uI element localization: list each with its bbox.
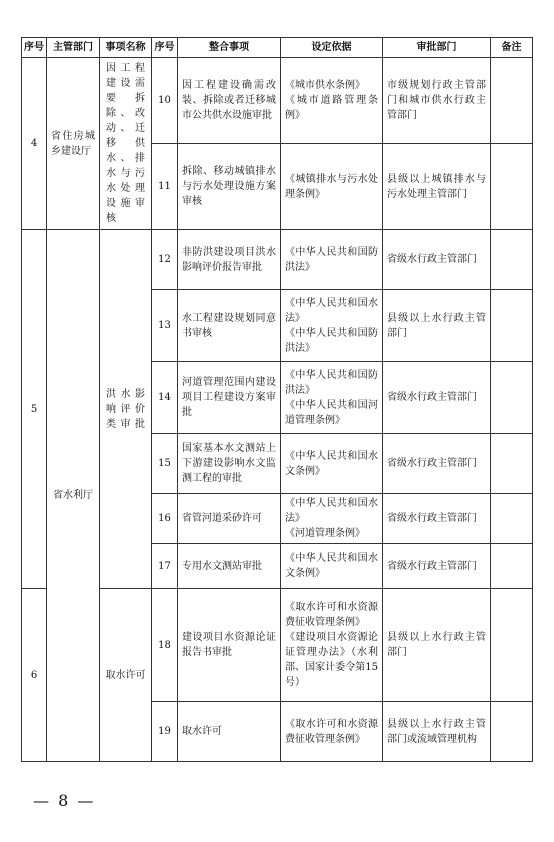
legal-basis	[281, 230, 383, 290]
matter-name: 洪水影响评价类审批	[100, 230, 152, 589]
legal-basis	[281, 290, 383, 362]
integrated-item: 国家基本水文测站上下游建设影响水文监测工程的审批	[178, 434, 281, 494]
approval-authority: 省级水行政主管部门	[383, 544, 491, 589]
remarks-cell	[491, 544, 533, 589]
basis-line: 《城市道路管理条例》	[285, 95, 378, 121]
remarks-cell	[491, 494, 533, 544]
row-number: 16	[152, 494, 178, 544]
row-number: 17	[152, 544, 178, 589]
basis-line: 《中华人民共和国河道管理条例》	[285, 399, 378, 426]
basis-line: 《中华人民共和国防洪法》	[285, 246, 378, 273]
row-number: 13	[152, 290, 178, 362]
row-number: 12	[152, 230, 178, 290]
basis-line: 《城镇排水与污水处理条例》	[285, 173, 378, 200]
approval-authority: 县级以上水行政主管部门或流域管理机构	[383, 702, 491, 762]
matter-name: 取水许可	[100, 589, 152, 762]
remarks-cell	[491, 362, 533, 434]
header-row	[22, 38, 533, 58]
page-number: — 8 —	[33, 791, 96, 810]
approval-authority: 省级水行政主管部门	[383, 230, 491, 290]
header-cell: 审批部门	[383, 38, 491, 58]
legal-basis	[281, 58, 383, 144]
integrated-item: 拆除、移动城镇排水与污水处理设施方案审核	[178, 144, 281, 230]
group-number: 5	[22, 230, 47, 589]
integrated-item: 专用水文测站审批	[178, 544, 281, 589]
header-cell: 序号	[152, 38, 178, 58]
basis-line: 《河道管理条例》	[285, 528, 365, 539]
table-row	[22, 58, 533, 144]
legal-basis	[281, 589, 383, 702]
legal-basis	[281, 702, 383, 762]
remarks-cell	[491, 230, 533, 290]
approval-authority: 县级以上水行政主管部门	[383, 290, 491, 362]
group-number: 6	[22, 589, 47, 762]
row-number: 19	[152, 702, 178, 762]
remarks-cell	[491, 589, 533, 702]
approval-table	[21, 37, 533, 762]
basis-line: 《建设项目水资源论证管理办法》（水利部、国家计委令第15号）	[285, 632, 378, 688]
row-number: 10	[152, 58, 178, 144]
basis-line: 《中华人民共和国防洪法》	[285, 327, 378, 354]
header-cell: 整合事项	[178, 38, 281, 58]
table-row	[22, 230, 533, 290]
legal-basis	[281, 434, 383, 494]
remarks-cell	[491, 290, 533, 362]
approval-authority: 省级水行政主管部门	[383, 494, 491, 544]
integrated-item: 非防洪建设项目洪水影响评价报告审批	[178, 230, 281, 290]
approval-authority: 市级规划行政主管部门和城市供水行政主管部门	[383, 58, 491, 144]
remarks-cell	[491, 434, 533, 494]
header-cell: 事项名称	[100, 38, 152, 58]
approval-authority: 县级以上水行政主管部门	[383, 589, 491, 702]
group-department: 省水利厅	[47, 230, 100, 762]
header-cell: 序号	[22, 38, 47, 58]
row-number: 14	[152, 362, 178, 434]
matter-name: 因工程建设需要拆除、改动、迁移供水、排水与污水处理设施审核	[100, 58, 152, 230]
basis-line: 《取水许可和水资源费征收管理条例》	[285, 718, 378, 745]
row-number: 18	[152, 589, 178, 702]
basis-line: 《中华人民共和国防洪法》	[285, 369, 378, 396]
header-cell: 主管部门	[47, 38, 100, 58]
remarks-cell	[491, 702, 533, 762]
integrated-item: 水工程建设规划同意书审核	[178, 290, 281, 362]
approval-authority: 省级水行政主管部门	[383, 362, 491, 434]
basis-line: 《取水许可和水资源费征收管理条例》	[285, 602, 378, 628]
basis-line: 《中华人民共和国水法》	[285, 498, 378, 524]
group-department: 省住房城乡建设厅	[47, 58, 100, 230]
integrated-item: 建设项目水资源论证报告书审批	[178, 589, 281, 702]
basis-line: 《城市供水条例》	[285, 80, 365, 91]
legal-basis	[281, 494, 383, 544]
row-number: 11	[152, 144, 178, 230]
header-cell: 设定依据	[281, 38, 383, 58]
legal-basis	[281, 544, 383, 589]
integrated-item: 省管河道采砂许可	[178, 494, 281, 544]
basis-line: 《中华人民共和国水文条例》	[285, 450, 378, 477]
basis-line: 《中华人民共和国水法》	[285, 297, 378, 324]
row-number: 15	[152, 434, 178, 494]
header-cell: 备注	[491, 38, 533, 58]
integrated-item: 因工程建设确需改装、拆除或者迁移城市公共供水设施审批	[178, 58, 281, 144]
integrated-item: 取水许可	[178, 702, 281, 762]
basis-line: 《中华人民共和国水文条例》	[285, 553, 378, 579]
approval-authority: 县级以上城镇排水与污水处理主管部门	[383, 144, 491, 230]
legal-basis	[281, 144, 383, 230]
integrated-item: 河道管理范围内建设项目工程建设方案审批	[178, 362, 281, 434]
legal-basis	[281, 362, 383, 434]
remarks-cell	[491, 58, 533, 144]
approval-authority: 省级水行政主管部门	[383, 434, 491, 494]
remarks-cell	[491, 144, 533, 230]
group-number: 4	[22, 58, 47, 230]
